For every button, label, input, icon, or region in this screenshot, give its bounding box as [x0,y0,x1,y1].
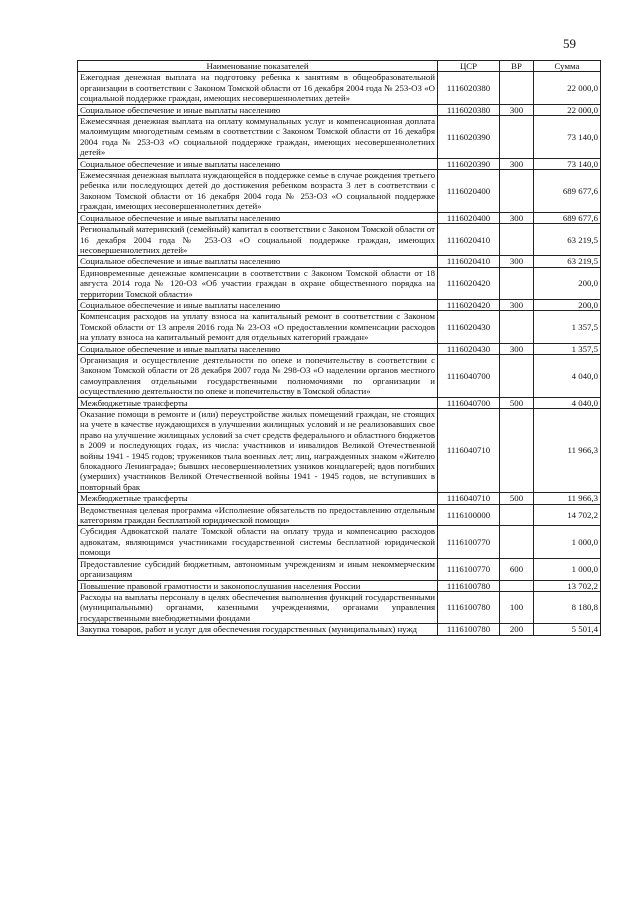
cell-csr: 1116100770 [438,558,500,580]
cell-name: Социальное обеспечение и иные выплаты населению [78,212,438,223]
cell-sum: 8 180,8 [534,591,601,623]
table-row [78,170,601,213]
header-vr: ВР [500,61,534,72]
cell-vr [500,170,534,213]
table-row [78,224,601,256]
cell-sum: 63 219,5 [534,256,601,267]
table-row [78,397,601,408]
cell-csr: 1116020400 [438,212,500,223]
cell-vr [500,526,534,558]
cell-name: Ежемесячная денежная выплата на оплату коммунальных услуг и компенсационная доплата малоимущим многодетным семьям в соответствии с Законом Томской области от 16 декабря 2004 года № 253-ОЗ «О социальной поддержке граждан, имеющих несовершеннолетних детей» [78,116,438,159]
cell-name: Социальное обеспечение и иные выплаты населению [78,158,438,169]
table-row [78,354,601,397]
cell-csr: 1116100770 [438,526,500,558]
cell-sum: 73 140,0 [534,116,601,159]
cell-vr: 300 [500,158,534,169]
cell-csr: 1116020430 [438,343,500,354]
cell-name: Единовременные денежные компенсации в соответствии с Законом Томской области от 18 августа 2014 года № 120-ОЗ «Об участии граждан в охране общественного порядка на территории Томской области» [78,267,438,299]
cell-name: Закупка товаров, работ и услуг для обеспечения государственных (муниципальных) нужд [78,624,438,635]
cell-sum: 13 702,2 [534,580,601,591]
cell-csr: 1116020410 [438,224,500,256]
cell-csr: 1116100780 [438,624,500,635]
cell-sum: 1 000,0 [534,558,601,580]
table-header-row [78,61,601,72]
cell-name: Региональный материнский (семейный) капитал в соответствии с Законом Томской области от 16 декабря 2004 года № 253-ОЗ «О социальной поддержке граждан, имеющих несовершеннолетних детей» [78,224,438,256]
cell-csr: 1116020410 [438,256,500,267]
table-body [78,72,601,635]
cell-name: Предоставление субсидий бюджетным, автономным учреждениям и иным некоммерческим организациям [78,558,438,580]
cell-name: Социальное обеспечение и иные выплаты населению [78,343,438,354]
cell-name: Социальное обеспечение и иные выплаты населению [78,256,438,267]
cell-sum: 11 966,3 [534,409,601,493]
cell-vr [500,72,534,104]
cell-vr [500,580,534,591]
cell-sum: 200,0 [534,299,601,310]
table-row [78,580,601,591]
cell-sum: 1 357,5 [534,343,601,354]
cell-vr: 300 [500,256,534,267]
cell-vr [500,311,534,343]
cell-sum: 689 677,6 [534,170,601,213]
cell-sum: 11 966,3 [534,493,601,504]
cell-vr [500,409,534,493]
cell-name: Повышение правовой грамотности и законопослушания населения России [78,580,438,591]
cell-sum: 63 219,5 [534,224,601,256]
cell-csr: 1116020420 [438,299,500,310]
cell-sum: 4 040,0 [534,354,601,397]
cell-name: Социальное обеспечение и иные выплаты населению [78,299,438,310]
budget-table [77,60,601,636]
cell-name: Компенсация расходов на уплату взноса на капитальный ремонт в соответствии с Законом Томской области от 13 апреля 2016 года № 23-ОЗ «О предоставлении компенсации расходов на уплату взноса на капитальный ремонт для отдельных категорий граждан» [78,311,438,343]
table-row [78,343,601,354]
table-row [78,311,601,343]
table-row [78,409,601,493]
cell-name: Ведомственная целевая программа «Исполнение обязательств по предоставлению отдельным категориям граждан бесплатной юридической помощи» [78,504,438,526]
cell-sum: 22 000,0 [534,72,601,104]
cell-sum: 200,0 [534,267,601,299]
table-row [78,72,601,104]
cell-vr: 300 [500,343,534,354]
cell-csr: 1116020420 [438,267,500,299]
cell-csr: 1116020390 [438,158,500,169]
table-row [78,526,601,558]
cell-vr [500,504,534,526]
cell-name: Социальное обеспечение и иные выплаты населению [78,104,438,115]
cell-sum: 14 702,2 [534,504,601,526]
cell-vr: 500 [500,397,534,408]
cell-sum: 22 000,0 [534,104,601,115]
cell-vr [500,116,534,159]
cell-name: Ежемесячная денежная выплата нуждающейся в поддержке семье в случае рождения третьего ребенка или последующих детей до достижения ребенком возраста 3 лет в соответствии с Законом Томской области от 16 декабря 2004 года № 253-ОЗ «О социальной поддержке граждан, имеющих несовершеннолетних детей» [78,170,438,213]
cell-sum: 1 357,5 [534,311,601,343]
cell-sum: 5 501,4 [534,624,601,635]
table-row [78,256,601,267]
cell-vr: 600 [500,558,534,580]
cell-name: Межбюджетные трансферты [78,493,438,504]
table-row [78,624,601,635]
header-sum: Сумма [534,61,601,72]
cell-csr: 1116020380 [438,72,500,104]
cell-sum: 1 000,0 [534,526,601,558]
cell-sum: 4 040,0 [534,397,601,408]
cell-vr: 300 [500,212,534,223]
cell-name: Ежегодная денежная выплата на подготовку ребенка к занятиям в общеобразовательной организации в соответствии с Законом Томской области от 16 декабря 2004 года № 253-ОЗ «О социальной поддержке граждан, имеющих несовершеннолетних детей» [78,72,438,104]
table-row [78,558,601,580]
cell-vr: 300 [500,299,534,310]
cell-csr: 1116040710 [438,493,500,504]
cell-csr: 1116020400 [438,170,500,213]
cell-name: Субсидия Адвокатской палате Томской области на оплату труда и компенсацию расходов адвокатам, являющимся участниками государственной системы бесплатной юридической помощи [78,526,438,558]
cell-csr: 1116040710 [438,409,500,493]
table-row [78,212,601,223]
header-name: Наименование показателей [78,61,438,72]
table-row [78,116,601,159]
table-row [78,267,601,299]
cell-vr [500,267,534,299]
cell-vr: 200 [500,624,534,635]
cell-sum: 689 677,6 [534,212,601,223]
cell-csr: 1116100780 [438,591,500,623]
cell-name: Организация и осуществление деятельности по опеке и попечительству в соответствии с Законом Томской области от 28 декабря 2007 года № 298-ОЗ «О наделении органов местного самоуправления отдельными государственными полномочиями по организации и осуществлению деятельности по опеке и попечительству в Томской области» [78,354,438,397]
cell-vr [500,224,534,256]
page-number: 59 [563,36,576,51]
cell-vr [500,354,534,397]
cell-csr: 1116040700 [438,397,500,408]
table-row [78,158,601,169]
header-csr: ЦСР [438,61,500,72]
cell-csr: 1116020430 [438,311,500,343]
cell-name: Расходы на выплаты персоналу в целях обеспечения выполнения функций государственными (муниципальными) органами, казенными учреждениями, органами управления государственными внебюджетными фондами [78,591,438,623]
table-row [78,299,601,310]
cell-vr: 500 [500,493,534,504]
cell-vr: 100 [500,591,534,623]
cell-csr: 1116020390 [438,116,500,159]
cell-csr: 1116100780 [438,580,500,591]
cell-name: Межбюджетные трансферты [78,397,438,408]
cell-name: Оказание помощи в ремонте и (или) переустройстве жилых помещений граждан, не стоящих на учете в качестве нуждающихся в улучшении жилищных условий и не реализовавших свое право на улучшение жилищных условий за счет средств федерального и областного бюджетов в 2009 и последующих годах, из числа: участников и инвалидов Великой Отечественной войны 1941 - 1945 годов; тружеников тыла военных лет; лиц, награжденных знаком «Жителю блокадного Ленинграда»; бывших несовершеннолетних узников концлагерей; вдов погибших (умерших) участников Великой Отечественной войны 1941 - 1945 годов, не вступивших в повторный брак [78,409,438,493]
cell-csr: 1116040700 [438,354,500,397]
table-row [78,591,601,623]
cell-csr: 1116100000 [438,504,500,526]
cell-vr: 300 [500,104,534,115]
table-row [78,504,601,526]
cell-csr: 1116020380 [438,104,500,115]
cell-sum: 73 140,0 [534,158,601,169]
table-row [78,104,601,115]
table-row [78,493,601,504]
